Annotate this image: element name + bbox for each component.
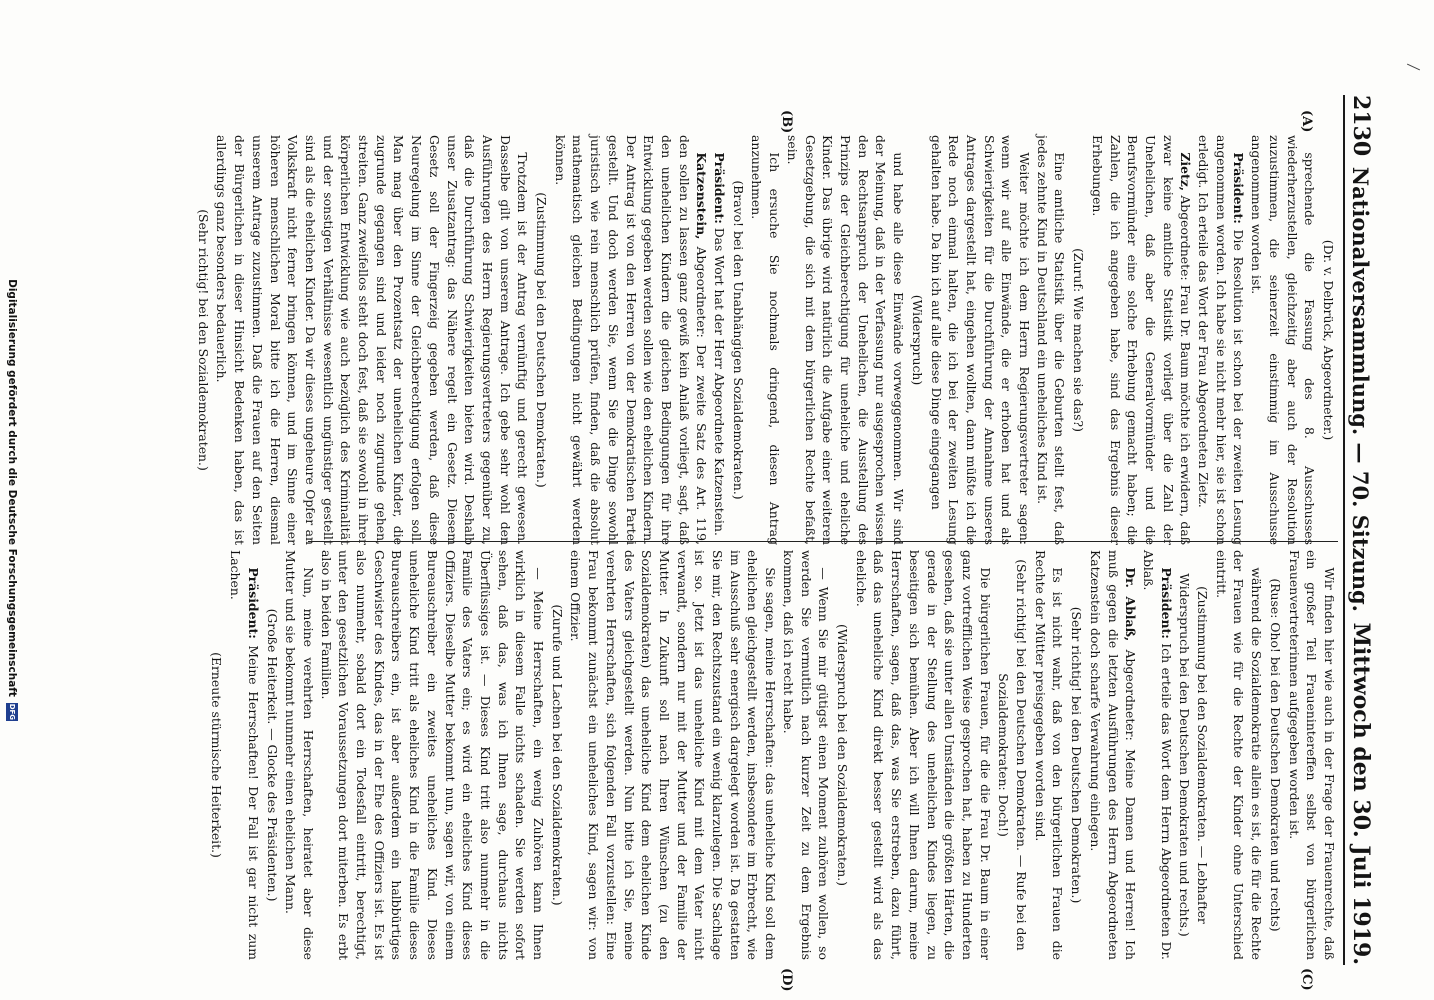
reaction-line: (Sehr richtig! bei den Deutschen Demokraten. — Rufe bei den Sozialdemokraten: Doch!)	[996, 559, 1030, 951]
speech-paragraph	[551, 135, 710, 545]
paragraph-text: Abgeordnete: Frau Dr. Baum möchte ich erwidern, daß zwar keine amtliche Statistik vorliegt über die Zahl der Unehelichen, daß aber die Generalvormünder und die Berufsvormünder eine solche Erhebung gemacht haben; die Zahlen, die ich angegeben habe, sind das Ergebnis dieser Erhebungen.	[1089, 135, 1194, 545]
reaction-line: (Bravo! bei den Unabhängigen Sozialdemokraten.)	[730, 180, 746, 500]
speech-paragraph	[1086, 550, 1139, 960]
speaker-name: Katzenstein,	[694, 152, 710, 240]
paragraph-text: Es ist nicht wahr, daß von den bürgerlichen Frauen die Rechte der Mütter preisgegeben worden sind.	[1032, 550, 1066, 960]
paragraph-text: sprechende die Fassung des 8. Ausschusses wiederherzustellen, gleichzeitig aber auch der Resolution zuzustimmen, die seinerzeit einstimmig im Ausschusse angenommen worden ist.	[1249, 135, 1318, 545]
reaction-line: (Widerspruch bei den Sozialdemokraten.)	[835, 623, 851, 887]
paragraph-text: Wir finden hier wie auch in der Frage der Frauenrechte, daß ein großer Teil Frauenintereffen selbst von bürgerlichen Frauenvertreterinnen aufgegeben worden ist.	[1286, 550, 1337, 960]
speaker-name: Präsident:	[712, 152, 728, 224]
margin-marker-a: (A)	[1299, 110, 1314, 133]
reaction-line: (Zurufe und Lachen bei den Sozialdemokraten.)	[549, 604, 565, 906]
paragraph-text: Die bürgerlichen Frauen, für die die Frau Dr. Baum in einer ganz vortrefflichen Weise gesprochen hat, haben zu Hunderten gesehen, daß sie unter allen Umständen die größten Härten, die gerade in der Stellung des unehelichen Kindes liegen, zu beseitigen sich bemühen. Aber ich will Ihnen darum, meine Herrschaften, sagen, daß das, was Sie erstreben, dazu führt, daß das uneheliche Kind direkt besser gestellt wird als das eheliche.	[853, 550, 993, 960]
paragraph-text: Nun, meine verehrten Herrschaften, heiratet aber diese Mutter und sie bekommt nunmehr einen ehelichen Mann.	[283, 550, 316, 960]
paragraph-text: — Meine Herrschaften, ein wenig Zuhören kann Ihnen wirklich in diesem Falle nichts schaden. Sie werden sofort sehen, daß das, was ich Ihnen sage, durchaus nichts Überflüssiges ist. — Dieses Kind tritt also nunmehr in die Familie des Vaters ein; es wird ein eheliches Kind dieses Offiziers. Dieselbe Mutter bekommt nun, sagen wir, von einem Bureauschreiber ein zweites uneheliches Kind. Dieses uneheliche Kind tritt als eheliches Kind in die Familie dieses Bureauschreibers ein, ist aber außerdem ein halbbürtiges Geschwister des Kindes, das in der Ehe des Offiziers ist. Es ist also nunmehr, sobald dort ein Todesfall eintritt, berechtigt, unter den gesetzlichen Voraussetzungen dort miterben. Es erbt also in beiden Familien.	[318, 550, 547, 960]
left-column	[195, 135, 1338, 545]
speech-paragraph	[567, 550, 779, 960]
reaction-line: (Erneute stürmische Heiterkeit.)	[209, 652, 225, 858]
reaction-line: (Dr. v. Delbrück, Abgeordneter.)	[1321, 239, 1336, 441]
speech-paragraph	[1194, 135, 1247, 545]
speech-paragraph	[1033, 135, 1068, 545]
speaker-name: Zietz,	[1178, 152, 1194, 192]
paragraph-text: Meine Herrschaften! Der Fall ist gar nicht zum Lachen.	[228, 550, 261, 960]
margin-marker-c: (C)	[1299, 968, 1314, 991]
paragraph-text: und habe alle diese Einwände vorweggenommen. Wir sind der Meinung, daß in der Verfassung nur ausgesprochen wissen den Rechtsanspruch der Unehelichen, die Ausstellung des Prinzips der Gleichberechtigung für uneheliche und eheliche Kinder. Das übrige wird natürlich die Aufgabe einer weiteren Gesetzgebung, die sich mit dem bürgerlichen Rechte befaßt, sein.	[784, 135, 907, 545]
speech-paragraph	[1139, 550, 1174, 960]
paragraph-text: Eine amtliche Statistik über die Geburten stellt fest, daß jedes zehnte Kind in Deutschland ein uneheliches Kind ist.	[1034, 135, 1068, 545]
paragraph-text: Abgeordneter: Meine Damen und Herren! Ich muß gegen die letzten Ausführungen des Herrn Abgeordneten Katzenstein doch scharfe Verwahrung einlegen.	[1087, 550, 1139, 960]
speech-paragraph	[1031, 550, 1066, 960]
speech-paragraph	[783, 135, 907, 545]
paragraph-text: Sie sagen, meine Herrschaften: das uneheliche Kind soll dem ehelichen gleichgestellt werden, insbesondere im Erbrecht, wie im Ausschuß sehr energisch dargelegt worden ist. Da gestatten Sie mir, den Rechtszustand ein wenig klarzulegen. Die Sachlage ist so. Jetzt ist das uneheliche Kind mit dem Vater nicht verwandt, sondern nur mit der Mutter und der Familie der Mutter. In Zukunft soll nach Ihren Wünschen (zu den Sozialdemokraten) das uneheliche Kind dem ehelichen Kinde des Vaters gleichgestellt werden. Nun bitte ich Sie, meine verehrten Herrschaften, sich folgenden Fall vorzustellen: Eine Frau bekommt zunächst ein uneheliches Kind, sagen wir: von einem Offizier.	[568, 550, 779, 960]
paragraph-text: — Wenn Sie mir gütigst einen Moment zuhören wollen, so werden Sie vermutlich nach kurzer Zeit zu dem Ergebnis kommen, daß ich recht habe.	[780, 550, 832, 960]
page-number: 2130	[1348, 95, 1374, 157]
reaction-line: (Zuruf: Wie machen sie das?)	[1071, 248, 1087, 432]
speech-paragraph	[852, 550, 994, 960]
speech-paragraph	[1247, 135, 1318, 545]
page-header	[1343, 95, 1382, 965]
reaction-line: (Ruse: Oho! bei den Deutschen Demokraten und rechts)	[1267, 578, 1283, 932]
speaker-name: Präsident:	[245, 567, 261, 639]
reaction-line: (Zustimmung bei den Deutschen Demokraten.)	[534, 192, 550, 488]
paragraph-text: Weiter möchte ich dem Herrn Regierungsvertreter sagen: wenn wir auf alle Einwände, die er erhoben hat und als Schwierigkeiten für die Durchführung der Annahme unseres Antrages dargestellt hat, eingehen wollten, dann müßte ich die Rede noch einmal halten, die ich bei der zweiten Lesung gehalten habe. Da bin ich auf alle diese Dinge eingegangen	[928, 135, 1033, 545]
paragraph-text: Das Wort hat der Herr Abgeordnete Katzenstein.	[712, 223, 728, 536]
margin-marker-b: (B)	[779, 110, 794, 134]
speaker-name: Präsident:	[1231, 152, 1247, 224]
paragraph-text: während die Sozialdemokratie allein es ist, die für die Rechte der Frauen wie für die Rechte der Kinder ohne Unterschied eintritt.	[1213, 550, 1265, 960]
dfg-logo: DFG	[8, 703, 16, 721]
speech-paragraph	[748, 135, 783, 545]
speech-paragraph	[213, 135, 532, 545]
paragraph-text: Ich erteile das Wort dem Herrn Abgeordneten Dr. Ablaß.	[1140, 550, 1174, 960]
speech-paragraph	[927, 135, 1033, 545]
speaker-name: Dr. Ablaß,	[1123, 567, 1139, 642]
funding-note: Digitalisierung gefördert durch die Deutsche Forschungsgemeinschaft	[6, 279, 18, 697]
footer	[0, 0, 24, 1000]
speech-paragraph	[1088, 135, 1194, 545]
speaker-name: Präsident:	[1158, 567, 1174, 639]
reaction-line: (Zustimmung bei den Sozialdemokraten. — Lebhafter Widerspruch bei den Deutschen Demokraten und rechts.)	[1177, 573, 1211, 937]
paragraph-text: Trotzdem ist der Antrag vernünftig und gerecht gewesen. Dasselbe gilt von unserem Antrage. Ich gebe sehr wohl den Ausführungen des Herrn Regierungsvertreters gegenüber zu, daß die Durchführung Schwierigkeiten bieten wird. Deshalb unser Zusatzantrag: das Nähere regelt ein Gesetz. Diesem Gesetz soll der Fingerzeig gegeben werden, daß diese Neuregelung im Sinne der Gleichberechtigung erfolgen soll. Man mag über den Prozentsatz der unehelichen Kinder, die zugrunde gegangen sind und leider noch zugrunde gehen, streiten. Ganz zweifellos steht doch fest, daß sie sowohl in ihrer körperlichen Entwicklung wie auch bezüglich des Kriminalität und der sonstigen Verhältnisse wesentlich ungünstiger gestellt sind als die ehelichen Kinder. Da wir dieses ungeheure Opfer an Volkskraft nicht ferner bringen können, und im Sinne einer höheren menschlichen Moral bitte ich die Herren, diesmal unserem Antrage zuzustimmen. Daß die Frauen auf den Seiten der Bürgerlichen in dieser Hinsicht Bedenken haben, das ist allerdings ganz besonders bedauerlich.	[214, 135, 531, 545]
paragraph-text: Ich ersuche Sie nochmals dringend, diesen Antrag anzunehmen.	[749, 135, 783, 545]
paragraph-text: Die Resolution ist schon bei der zweiten Lesung angenommen worden. Ich habe sie nicht mehr hier, sie ist schon erledigt. Ich erteile das Wort der Frau Abgeordneten Zietz.	[1196, 135, 1247, 545]
reaction-line: (Sehr richtig! bei den Sozialdemokraten.)	[195, 209, 211, 471]
paragraph-text: Abgeordneter: Der zweite Satz des Art. 119, den sollen zu lassen ganz gewiß kein Anlaß vorliegt, sagt, daß den unehelichen Kindern die gleichen Bedingungen für ihre Entwicklung gegeben werden sollen wie den ehelichen Kindern. Der Antrag ist von den Herren von der Demokratischen Partei gestellt. Und doch werden Sie, wenn Sie die Dinge sowohl juristisch wie rein menschlich prüfen, finden, daß die absolut mathematisch gleichen Bedingungen nicht gewährt werden können.	[552, 135, 710, 545]
speech-paragraph	[779, 550, 832, 960]
session-date: Mittwoch den 30. Juli 1919.	[1348, 622, 1374, 965]
speech-paragraph	[317, 550, 547, 960]
speech-paragraph	[710, 135, 728, 545]
session-title: Nationalversammlung. — 70. Sitzung.	[1348, 166, 1373, 612]
speech-paragraph	[226, 550, 261, 960]
reaction-line: (Große Heiterkeit. — Glocke des Präsidenten.)	[264, 608, 280, 902]
speech-paragraph	[282, 550, 317, 960]
speech-paragraph	[1212, 550, 1265, 960]
margin-marker-d: (D)	[779, 968, 794, 992]
scan-mark	[1407, 64, 1420, 71]
reaction-line: (Widerspruch)	[909, 294, 925, 386]
reaction-line: (Sehr richtig! bei den Deutschen Demokraten.)	[1069, 606, 1085, 904]
column-divider	[308, 541, 1338, 542]
right-column	[209, 550, 1338, 960]
speech-paragraph	[1285, 550, 1338, 960]
